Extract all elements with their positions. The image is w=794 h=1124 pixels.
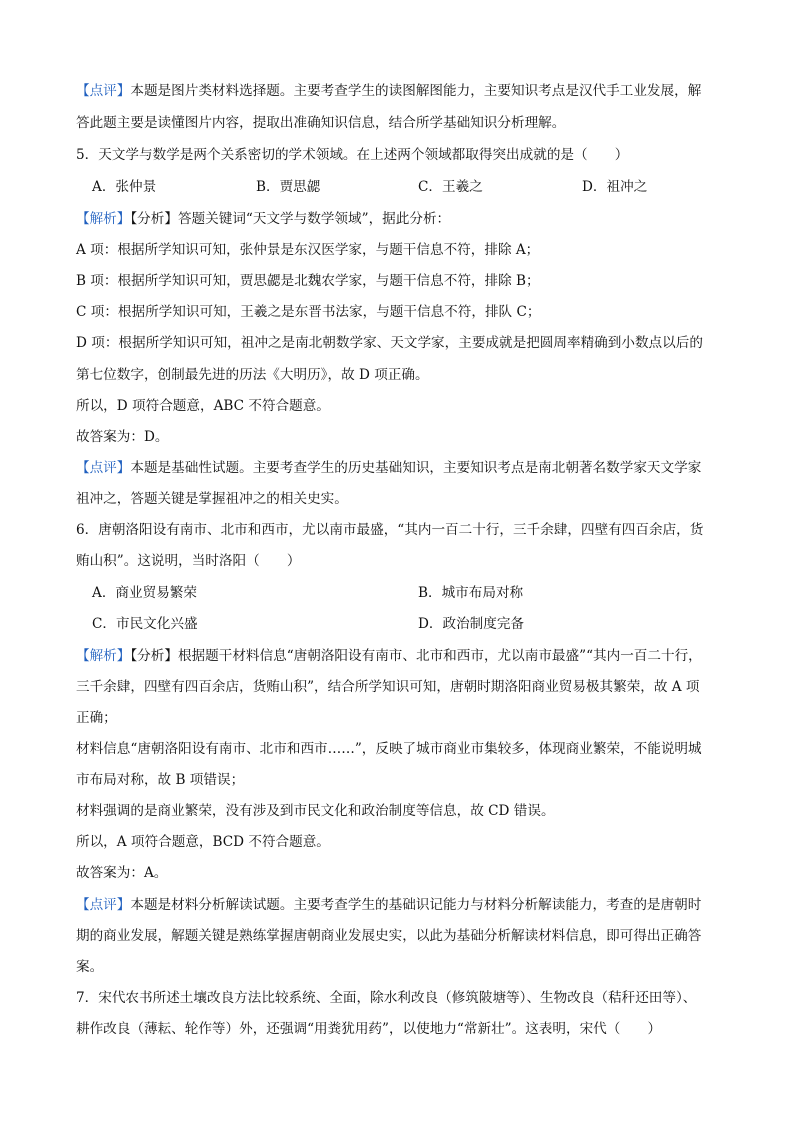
q5-analysis-line: 第七位数字，创制最先进的历法《大明历》，故 D 项正确。 xyxy=(76,367,429,383)
q6-option-a: A．商业贸易繁荣 xyxy=(92,585,197,601)
q6-review-line-2: 期的商业发展，解题关键是熟练掌握唐朝商业发展史实，以此为基础分析解读材料信息，即可得出正确答 xyxy=(76,928,702,944)
q6-analysis-line: 三千余肆，四壁有四百余店，货贿山积”，结合所学知识可知，唐朝时期洛阳商业贸易极其繁荣，故 A 项 xyxy=(76,679,700,695)
q5-analysis-head: 【解析】【分析】答题关键词“天文学与数学领域”，据此分析： xyxy=(76,211,451,227)
q5-review-line-2: 祖冲之，答题关键是掌握祖冲之的相关史实。 xyxy=(76,491,348,507)
q5-option-d: D．祖冲之 xyxy=(582,179,648,195)
q4-review-line-1: 【点评】本题是图片类材料选择题。主要考查学生的读图解图能力，主要知识考点是汉代手工业发展，解 xyxy=(76,83,702,99)
q5-analysis-line: C 项：根据所学知识可知，王羲之是东晋书法家，与题干信息不符，排队 C； xyxy=(76,304,541,320)
q5-answer: 故答案为：D。 xyxy=(76,429,169,445)
review-tag: 【点评】 xyxy=(76,460,131,476)
q6-answer: 故答案为：A。 xyxy=(76,865,168,881)
q7-stem-line-2: 耕作改良（薄耘、轮作等）外，还强调“用粪犹用药”，以使地力“常新壮”。这表明，宋代（ ） xyxy=(76,1021,662,1037)
q6-analysis-line: 材料信息“唐朝洛阳设有南市、北市和西市……”，反映了城市商业市集较多，体现商业繁荣，不能说明城 xyxy=(76,741,702,757)
q5-option-a: A．张仲景 xyxy=(92,179,157,195)
q6-analysis-line: 市布局对称，故 B 项错误； xyxy=(76,772,245,788)
q5-option-c: C．王羲之 xyxy=(418,179,483,195)
q5-review-line-1: 【点评】本题是基础性试题。主要考查学生的历史基础知识，主要知识考点是南北朝著名数学家天文学家 xyxy=(76,460,702,476)
review-tag: 【点评】 xyxy=(76,83,131,99)
q6-stem-line-1: 6．唐朝洛阳设有南市、北市和西市，尤以南市最盛，“其内一百二十行，三千余肆，四壁有四百余店，货 xyxy=(76,522,704,538)
q4-review-line-2: 答此题主要是读懂图片内容，提取出准确知识信息，结合所学基础知识分析理解。 xyxy=(76,115,566,131)
q7-stem-line-1: 7．宋代农书所述土壤改良方法比较系统、全面，除水利改良（修筑陂塘等）、生物改良（秸秆还田等）、 xyxy=(76,990,697,1006)
q6-option-b: B．城市布局对称 xyxy=(418,585,524,601)
q5-stem: 5．天文学与数学是两个关系密切的学术领域。在上述两个领域都取得突出成就的是（ ） xyxy=(76,147,629,163)
q5-option-b: B．贾思勰 xyxy=(256,179,321,195)
q5-analysis-line: B 项：根据所学知识可知，贾思勰是北魏农学家，与题干信息不符，排除 B； xyxy=(76,273,540,289)
q6-stem-line-2: 贿山积”。这说明，当时洛阳（ ） xyxy=(76,553,301,569)
q5-analysis-line: 所以，D 项符合题意，ABC 不符合题意。 xyxy=(76,398,330,414)
q5-analysis-line: A 项：根据所学知识可知，张仲景是东汉医学家，与题干信息不符，排除 A； xyxy=(76,242,540,258)
q5-analysis-line: D 项：根据所学知识可知，祖冲之是南北朝数学家、天文学家，主要成就是把圆周率精确到小数点以后的 xyxy=(76,335,703,351)
review-tag: 【点评】 xyxy=(76,897,131,913)
q6-review-line-3: 案。 xyxy=(76,959,104,975)
q6-review-line-1: 【点评】本题是材料分析解读试题。主要考查学生的基础识记能力与材料分析解读能力，考查的是唐朝时 xyxy=(76,897,702,913)
analysis-tag: 【解析】 xyxy=(76,211,131,227)
q6-option-d: D．政治制度完备 xyxy=(418,616,525,632)
analysis-tag: 【解析】 xyxy=(76,648,131,664)
q6-analysis-line: 材料强调的是商业繁荣，没有涉及到市民文化和政治制度等信息，故 CD 错误。 xyxy=(76,803,555,819)
q6-analysis-line: 所以，A 项符合题意，BCD 不符合题意。 xyxy=(76,834,330,850)
q6-option-c: C．市民文化兴盛 xyxy=(92,616,198,632)
q6-analysis-head: 【解析】【分析】根据题干材料信息“唐朝洛阳设有南市、北市和西市，尤以南市最盛”“其内一百二十行， xyxy=(76,648,702,664)
q6-analysis-line: 正确； xyxy=(76,710,117,726)
